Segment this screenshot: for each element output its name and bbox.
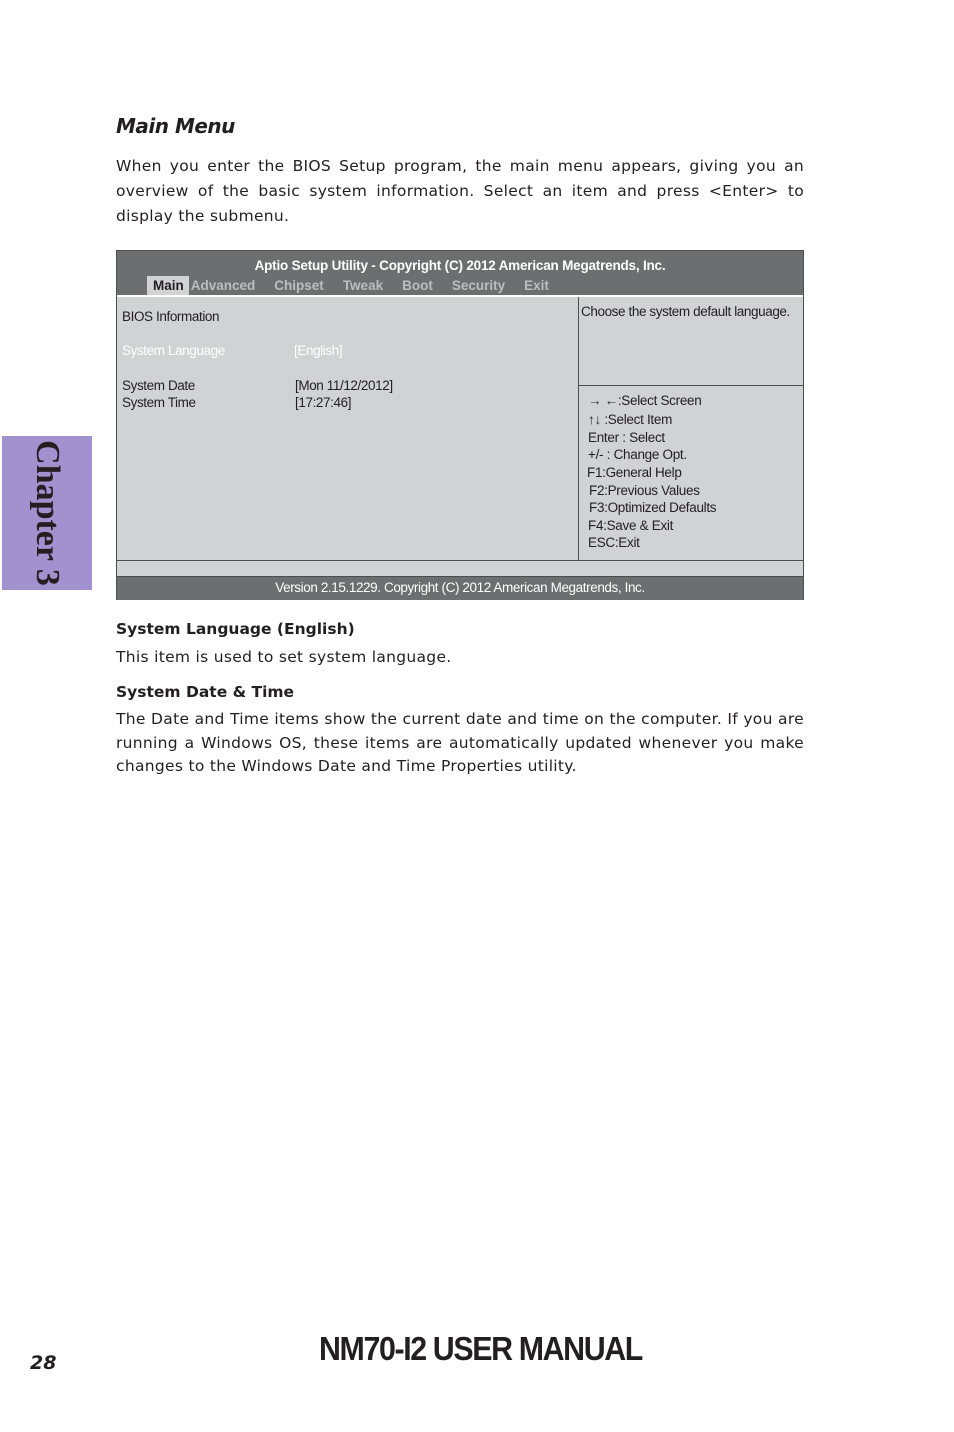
system-date-label: System Date — [122, 378, 195, 393]
key-save-exit: F4:Save & Exit — [588, 518, 674, 533]
system-time-value[interactable]: [17:27:46] — [295, 395, 352, 410]
manual-title: NM70-I2 USER MANUAL — [319, 1330, 642, 1367]
bios-help-panel — [579, 297, 803, 561]
bios-settings-panel — [117, 297, 579, 561]
chapter-label: Chapter 3 — [29, 440, 66, 586]
intro-paragraph: When you enter the BIOS Setup program, the main menu appears, giving you an overview of the basic system information. Select an item and press <Enter> to display the submenu. — [116, 157, 804, 225]
bios-tab-bar — [147, 276, 568, 295]
tab-main[interactable]: Main — [147, 276, 189, 295]
tab-tweak[interactable]: Tweak — [342, 278, 384, 293]
tab-chipset[interactable]: Chipset — [274, 278, 324, 293]
tab-exit[interactable]: Exit — [524, 278, 549, 293]
tab-security[interactable]: Security — [451, 278, 506, 293]
bios-version: Version 2.15.1229. Copyright (C) 2012 American Megatrends, Inc. — [275, 580, 645, 595]
bios-information-label: BIOS Information — [122, 309, 220, 324]
key-general-help: F1:General Help — [587, 465, 682, 480]
chapter-tab — [2, 436, 92, 590]
tab-boot[interactable]: Boot — [402, 278, 433, 293]
help-divider — [579, 385, 803, 386]
help-description: Choose the system default language. — [581, 304, 790, 319]
system-language-heading: System Language (English) — [116, 620, 355, 638]
bios-title: Aptio Setup Utility - Copyright (C) 2012 American Megatrends, Inc. — [254, 258, 666, 273]
bios-screen — [116, 250, 804, 600]
system-time-label: System Time — [122, 395, 196, 410]
system-language-label[interactable]: System Language — [122, 343, 225, 358]
key-esc-exit: ESC:Exit — [588, 535, 640, 550]
key-enter-select: Enter : Select — [588, 430, 665, 445]
bios-footer — [117, 576, 803, 600]
key-optimized-defaults: F3:Optimized Defaults — [589, 500, 717, 515]
tab-advanced[interactable]: Advanced — [190, 278, 256, 293]
key-previous-values: F2:Previous Values — [589, 483, 700, 498]
system-language-description: This item is used to set system language. — [116, 648, 452, 666]
section-title: Main Menu — [116, 114, 235, 138]
bios-header — [117, 251, 803, 295]
system-date-value[interactable]: [Mon 11/12/2012] — [295, 378, 393, 393]
page-number: 28 — [30, 1352, 57, 1374]
system-date-time-description: The Date and Time items show the current date and time on the computer. If you are running a Windows OS, these items are automatically updated whenever you make changes to the Windows Date and Time Properties utility. — [116, 710, 804, 775]
key-select-item: ↑↓ :Select Item — [588, 412, 673, 427]
system-language-value[interactable]: [English] — [294, 343, 343, 358]
key-select-screen: → ←:Select Screen — [588, 393, 702, 408]
system-date-time-heading: System Date & Time — [116, 683, 295, 701]
key-change-opt: +/- : Change Opt. — [588, 447, 687, 462]
